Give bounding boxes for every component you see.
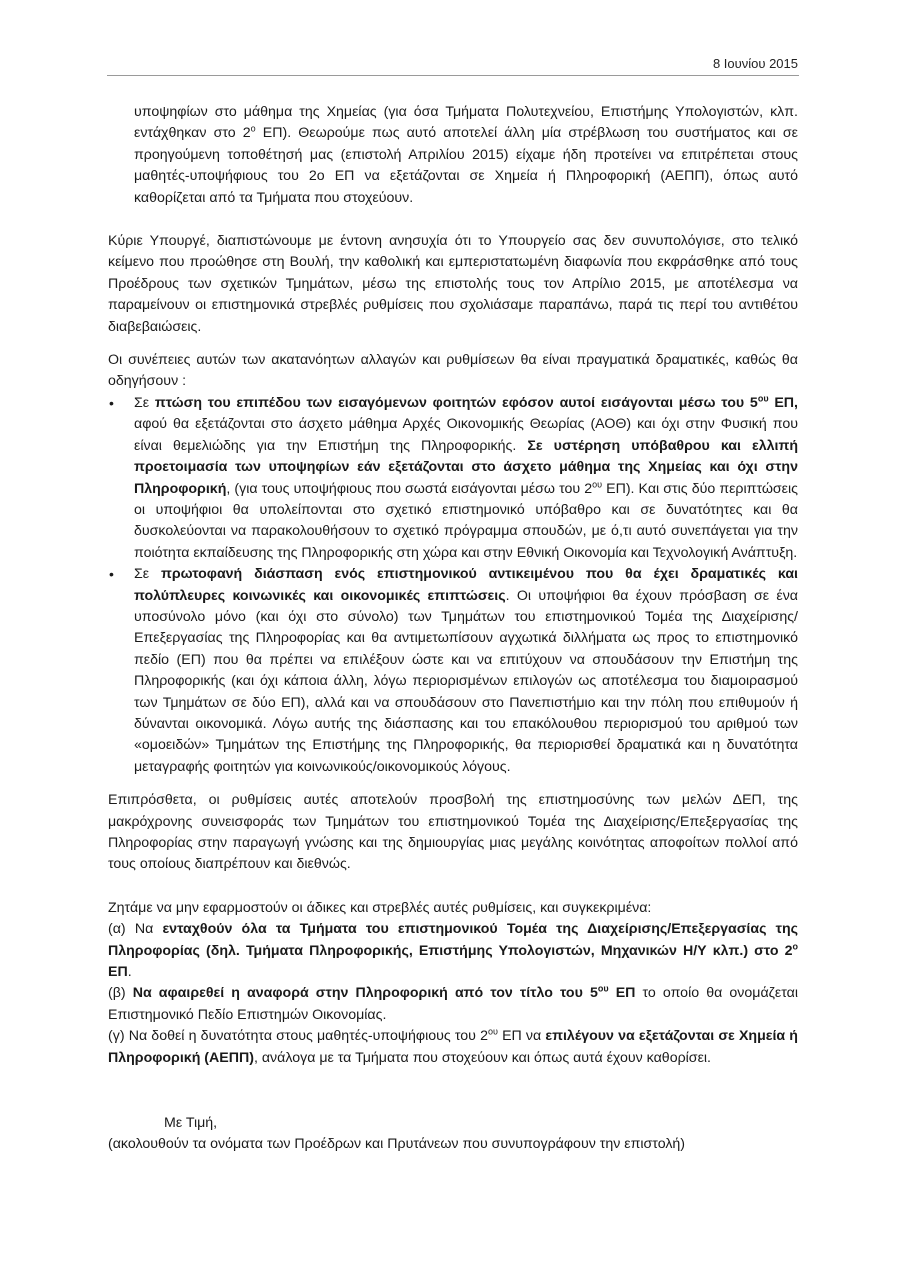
bullet2-text-c: . Οι υποψήφιοι θα έχουν πρόσβαση σε ένα υποσύνολο μόνο (και όχι στο σύνολο) των Τμημάτων του επιστημονικού Τομέα της Διαχείρισης/Επεξεργασίας της Πληροφορίας και θα αντιμετωπίσουν αγχωτικά διλλήματα ως προς το επιστημονικό πεδίο (ΕΠ) που θα πρέπει να επιλέξουν ώστε και να επιτύχουν να σπουδάσουν την Επιστήμη της Πληροφορικής (και όχι κάποια άλλη, λόγω περιορισμένων επιλογών ως αποτέλεσμα του διαμοιρασμού των Τμημάτων σε δύο ΕΠ), αλλά και να σπουδάσουν στο Πανεπιστήμιο και την πόλη που επιθυμούν ή δύνανται οικονομικά. Λόγω αυτής της διάσπασης και του επακόλουθου περιορισμού του αριθμού των «ομοειδών» Τμημάτων της Επιστήμης της Πληροφορικής, θα περιορισθεί δραματικά και η δυνατότητα μεταγραφής φοιτητών για κοινωνικούς/οικονομικούς λόγους. <box>134 587 798 775</box>
request-c-prefix: (γ) Να δοθεί η δυνατότητα στους μαθητές-υποψήφιους του 2 <box>108 1028 488 1045</box>
list-item <box>108 393 798 564</box>
header-date: 8 Ιουνίου 2015 <box>712 56 798 71</box>
request-b <box>108 983 798 1026</box>
bullet1-text-d: αφού θα εξετάζονται στο άσχετο μάθημα Αρχές Οικονομικής Θεωρίας (ΑΟΘ) και όχι στην Φυσική που είναι θεμελιώδης για την Επιστήμη της Πληροφορικής. <box>134 416 798 454</box>
request-b-prefix: (β) <box>108 985 133 1002</box>
request-a-dot: . <box>127 964 132 981</box>
bullet1-sup-b: ου <box>757 393 769 404</box>
bullet1-bold-b: πτώση του επιπέδου των εισαγόμενων φοιτητών εφόσον αυτοί εισάγονται μέσω του 5 <box>154 394 758 411</box>
additionally-paragraph: Επιπρόσθετα, οι ρυθμίσεις αυτές αποτελούν προσβολή της επιστημοσύνης των μελών ΔΕΠ, της μακρόχρονης συνεισφοράς των Τμημάτων του επιστημονικού Τομέα της Διαχείρισης/Επεξεργασίας της Πληροφορίας στην παραγωγή γνώσης και της δημιουργίας μιας μεγάλης κοινότητας αποφοίτων πολλοί από τους οποίους διαπρέπουν και διεθνώς. <box>108 792 798 873</box>
request-b-bold2: ΕΠ <box>608 985 636 1002</box>
requests-intro: Ζητάμε να μην εφαρμοστούν οι άδικες και στρεβλές αυτές ρυθμίσεις, και συγκεκριμένα: <box>108 899 652 916</box>
request-b-rest: το οποίο θα ονομάζεται Επιστημονικό Πεδίο Επιστημών Οικονομίας. <box>108 985 798 1023</box>
request-c-sup: ου <box>487 1026 498 1037</box>
bullet-icon: • <box>109 394 114 411</box>
bullet1-text-g: ΕΠ). Και στις δύο περιπτώσεις οι υποψήφιοι θα υπολείπονται στο σχετικό επιστημονικό υπόβαθρο και σε δυνατότητες και θα δυσκολεύονται να παρακολουθήσουν το σχετικό πρόγραμμα σπουδών, με ό,τι αυτό συνεπάγεται για την ποιότητα εκπαίδευσης της Πληροφορικής στη χώρα και στην Εθνική Οικονομία και Τεχνολογική Ανάπτυξη. <box>134 480 798 561</box>
intro-text-2: ΕΠ). Θεωρούμε πως αυτό αποτελεί άλλη μία στρέβλωση του συστήματος και σε προηγούμενη τοποθέτησή μας (επιστολή Απριλίου 2015) είχαμε ήδη προτείνει να επιτρέπεται στους μαθητές-υποψήφιους του 2ο ΕΠ να εξετάζονται σε Χημεία ή Πληροφορική (ΑΕΠΠ), όπως αυτό καθορίζεται από τα Τμήματα που στοχεύουν. <box>134 125 798 206</box>
bullet2-text-a: Σε <box>134 566 161 583</box>
bullet1-text-f: , (για τους υποψήφιους που σωστά εισάγονται μέσω του 2 <box>226 480 593 497</box>
request-c-mid: ΕΠ να <box>497 1028 546 1045</box>
intro-sup: ο <box>250 123 256 134</box>
request-c <box>108 1026 798 1069</box>
bullet1-sup-f: ου <box>592 478 603 489</box>
request-a-end: ΕΠ <box>108 964 128 981</box>
request-a-prefix: (α) Να <box>108 921 163 938</box>
consequences-list <box>108 393 798 778</box>
requests-section <box>108 898 798 1069</box>
consequences-paragraph: Οι συνέπειες αυτών των ακατανόητων αλλαγών και ρυθμίσεων θα είναι πραγματικά δραματικές, καθώς θα οδηγήσουν : <box>108 352 798 390</box>
list-item <box>108 564 798 778</box>
intro-paragraph <box>108 102 798 209</box>
request-c-rest: , ανάλογα με τα Τμήματα που στοχεύουν και όπως αυτά έχουν καθορίσει. <box>253 1049 711 1066</box>
bullet2-bold-b: πρωτοφανή διάσπαση ενός επιστημονικού αντικειμένου που θα έχει δραματικές και πολύπλευρες κοινωνικές και οικονομικές επιπτώσεις <box>134 566 798 604</box>
request-a-bold: ενταχθούν όλα τα Τμήματα του επιστημονικού Τομέα της Διαχείρισης/Επεξεργασίας της Πληροφορίας (δηλ. Τμήματα Πληροφορικής, Επιστήμης Υπολογιστών, Μηχανικών Η/Υ κλπ.) στο 2 <box>108 921 799 959</box>
request-a <box>108 919 798 983</box>
intro-text-1: υποψηφίων στο μάθημα της Χημείας (για όσα Τμήματα Πολυτεχνείου, Επιστήμης Υπολογιστών, κλπ. εντάχθηκαν στο 2 <box>134 104 798 142</box>
bullet1-bold-e: Σε υστέρηση υπόβαθρου και ελλιπή προετοιμασία των υποψηφίων εάν εξετάζονται στο άσχετο μάθημα της Χημείας και όχι στην Πληροφορική <box>134 437 798 497</box>
minister-paragraph: Κύριε Υπουργέ, διαπιστώνουμε με έντονη ανησυχία ότι το Υπουργείο σας δεν συνυπολόγισε, στο τελικό κείμενο που προώθησε στη Βουλή, την καθολική και εμπεριστατωμένη διαφωνία που εκφράσθηκε από τους Προέδρους των σχετικών Τμημάτων, μέσω της επιστολής τους τον Απρίλιο 2015, με αποτέλεσμα να παραμείνουν οι επιστημονικά στρεβλές ρυθμίσεις που σχολιάσαμε παραπάνω, παρά τις περί του αντιθέτου διαβεβαιώσεις. <box>108 233 798 335</box>
header-divider <box>107 75 799 76</box>
request-c-bold: επιλέγουν να εξετάζονται σε Χημεία ή Πληροφορική (ΑΕΠΠ) <box>108 1028 798 1066</box>
request-a-sup: ο <box>792 940 798 951</box>
signatories-note: (ακολουθούν τα ονόματα των Προέδρων και Πρυτάνεων που συνυπογράφουν την επιστολή) <box>108 1136 686 1153</box>
closing-greeting: Με Τιμή, <box>164 1115 218 1132</box>
bullet-icon: • <box>109 566 114 583</box>
bullet1-text-a: Σε <box>134 394 155 411</box>
bullet1-bold-c: ΕΠ, <box>768 394 798 411</box>
request-b-bold: Να αφαιρεθεί η αναφορά στην Πληροφορική από τον τίτλο του 5 <box>132 985 598 1002</box>
letter-body <box>108 102 798 1156</box>
request-b-sup: ου <box>597 983 609 994</box>
